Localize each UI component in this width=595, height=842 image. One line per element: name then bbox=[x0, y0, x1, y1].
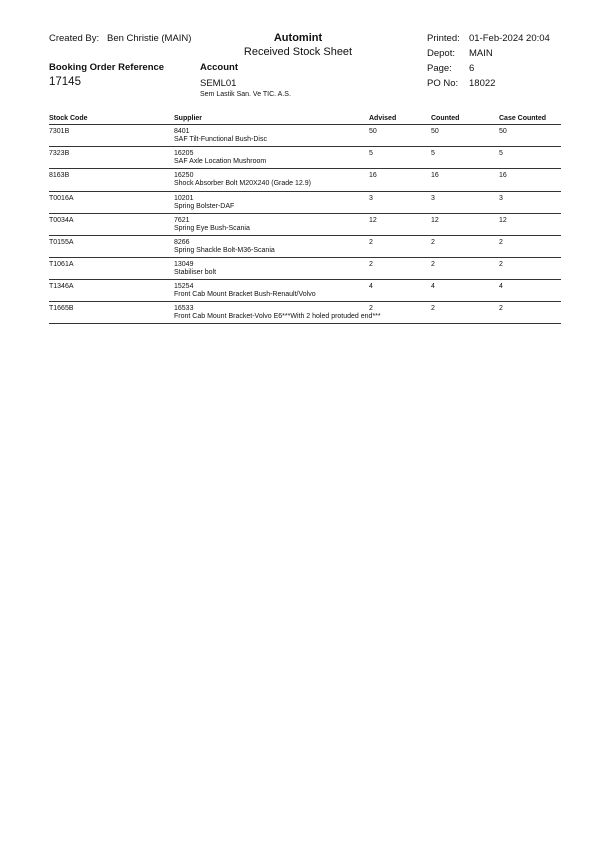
item-description: Front Cab Mount Bracket-Volvo E6***With 2 holed protuded end*** bbox=[174, 313, 381, 320]
row-divider bbox=[49, 279, 561, 280]
account-name: Sem Lastik San. Ve TIC. A.S. bbox=[200, 91, 291, 98]
stock-code: T0034A bbox=[49, 217, 74, 224]
item-description: Spring Bolster-DAF bbox=[174, 203, 235, 210]
created-by-value: Ben Christie (MAIN) bbox=[107, 33, 192, 44]
col-counted: Counted bbox=[431, 115, 460, 122]
advised-qty: 2 bbox=[369, 261, 373, 268]
counted-qty: 2 bbox=[431, 261, 435, 268]
page-label: Page: bbox=[427, 63, 452, 74]
stock-code: T1061A bbox=[49, 261, 74, 268]
row-divider bbox=[49, 146, 561, 147]
item-description: Front Cab Mount Bracket Bush-Renault/Volvo bbox=[174, 291, 316, 298]
advised-qty: 12 bbox=[369, 217, 377, 224]
supplier-code: 7621 bbox=[174, 217, 190, 224]
stock-code: T1665B bbox=[49, 305, 74, 312]
page-title: Received Stock Sheet bbox=[243, 46, 353, 58]
col-supplier: Supplier bbox=[174, 115, 203, 122]
row-divider bbox=[49, 191, 561, 192]
row-divider bbox=[49, 301, 561, 302]
supplier-code: 15254 bbox=[174, 283, 194, 290]
item-description: Spring Shackle Bolt-M36-Scania bbox=[174, 247, 275, 254]
account-code: SEML01 bbox=[200, 78, 237, 89]
case-counted-qty: 2 bbox=[499, 261, 503, 268]
col-case-counted: Case Counted bbox=[499, 115, 547, 122]
counted-qty: 3 bbox=[431, 195, 435, 202]
case-counted-qty: 3 bbox=[499, 195, 503, 202]
case-counted-qty: 4 bbox=[499, 283, 503, 290]
case-counted-qty: 2 bbox=[499, 305, 503, 312]
supplier-code: 16533 bbox=[174, 305, 194, 312]
row-divider bbox=[49, 323, 561, 324]
advised-qty: 16 bbox=[369, 172, 377, 179]
counted-qty: 50 bbox=[431, 128, 439, 135]
stock-code: T1346A bbox=[49, 283, 74, 290]
item-description: SAF Axle Location Mushroom bbox=[174, 158, 267, 165]
booking-ref-value: 17145 bbox=[49, 76, 81, 88]
company-name: Automint bbox=[273, 32, 323, 44]
item-description: Spring Eye Bush-Scania bbox=[174, 225, 250, 232]
depot-value: MAIN bbox=[469, 48, 493, 59]
supplier-code: 8266 bbox=[174, 239, 190, 246]
depot-label: Depot: bbox=[427, 48, 455, 59]
col-advised: Advised bbox=[369, 115, 397, 122]
item-description: Shock Absorber Bolt M20X240 (Grade 12.9) bbox=[174, 180, 311, 187]
counted-qty: 2 bbox=[431, 305, 435, 312]
advised-qty: 5 bbox=[369, 150, 373, 157]
page-number: 6 bbox=[469, 63, 475, 74]
supplier-code: 13049 bbox=[174, 261, 194, 268]
supplier-code: 8401 bbox=[174, 128, 190, 135]
row-divider bbox=[49, 213, 561, 214]
header-divider bbox=[49, 124, 561, 125]
stock-code: 7301B bbox=[49, 128, 70, 135]
item-description: SAF Tilt-Functional Bush-Disc bbox=[174, 136, 267, 143]
supplier-code: 10201 bbox=[174, 195, 194, 202]
case-counted-qty: 50 bbox=[499, 128, 507, 135]
case-counted-qty: 16 bbox=[499, 172, 507, 179]
printed-value: 01-Feb-2024 20:04 bbox=[469, 33, 550, 44]
printed-label: Printed: bbox=[427, 33, 460, 44]
advised-qty: 3 bbox=[369, 195, 373, 202]
case-counted-qty: 2 bbox=[499, 239, 503, 246]
case-counted-qty: 5 bbox=[499, 150, 503, 157]
stock-code: T0155A bbox=[49, 239, 74, 246]
stock-code: 8163B bbox=[49, 172, 70, 179]
row-divider bbox=[49, 235, 561, 236]
counted-qty: 4 bbox=[431, 283, 435, 290]
stock-code: 7323B bbox=[49, 150, 70, 157]
supplier-code: 16205 bbox=[174, 150, 194, 157]
po-number: 18022 bbox=[469, 78, 496, 89]
counted-qty: 2 bbox=[431, 239, 435, 246]
case-counted-qty: 12 bbox=[499, 217, 507, 224]
po-label: PO No: bbox=[427, 78, 459, 89]
supplier-code: 16250 bbox=[174, 172, 194, 179]
booking-ref-label: Booking Order Reference bbox=[49, 62, 165, 73]
counted-qty: 16 bbox=[431, 172, 439, 179]
advised-qty: 2 bbox=[369, 305, 373, 312]
advised-qty: 4 bbox=[369, 283, 373, 290]
advised-qty: 2 bbox=[369, 239, 373, 246]
row-divider bbox=[49, 257, 561, 258]
stock-code: T0016A bbox=[49, 195, 74, 202]
advised-qty: 50 bbox=[369, 128, 377, 135]
row-divider bbox=[49, 168, 561, 169]
account-label: Account bbox=[200, 62, 238, 73]
created-by-label: Created By: bbox=[49, 33, 100, 44]
counted-qty: 12 bbox=[431, 217, 439, 224]
col-stock-code: Stock Code bbox=[49, 115, 88, 122]
item-description: Stabiliser bolt bbox=[174, 269, 217, 276]
counted-qty: 5 bbox=[431, 150, 435, 157]
